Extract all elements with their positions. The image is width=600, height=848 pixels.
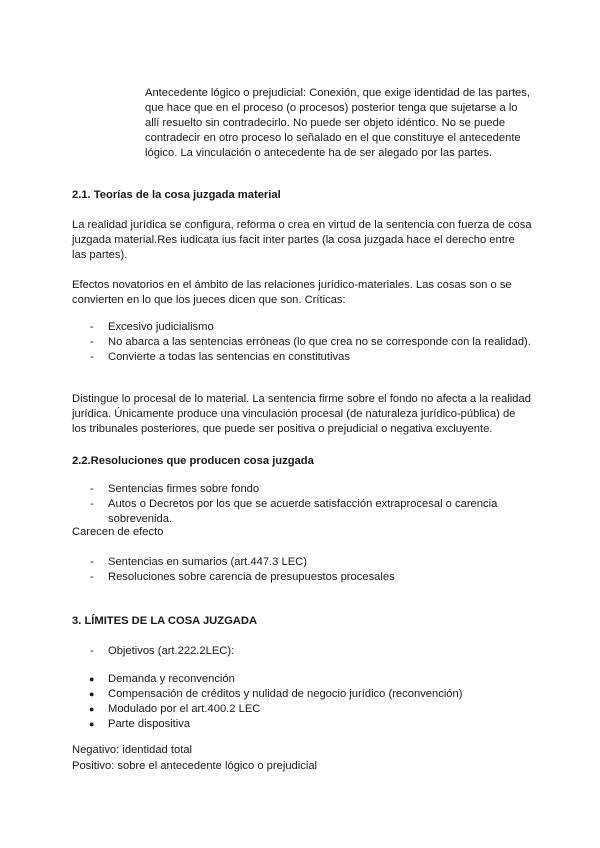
section-2-2-heading: 2.2.Resoluciones que producen cosa juzgada (72, 455, 314, 467)
section-2-1-para-2 (72, 278, 532, 308)
paragraph-text: Distingue lo procesal de lo material. La sentencia firme sobre el fondo no afecta a la realidad jurídica. Únicamente produce una vinculación procesal (de naturaleza jurídico-pública) de los tribunales posteriores, que puede ser positiva o prejudicial o negativa excluyente. (72, 393, 531, 435)
list-item (72, 687, 532, 702)
bullet-marker: ● (89, 689, 95, 699)
resoluciones-list (72, 482, 532, 527)
critics-list (72, 320, 532, 365)
dash-marker: - (90, 483, 94, 495)
section-2-1-para-3 (72, 392, 532, 437)
list-item (72, 672, 532, 687)
list-item-text: Parte dispositiva (108, 718, 191, 730)
dash-marker: - (90, 351, 94, 363)
list-item (72, 497, 532, 527)
paragraph-text: La realidad jurídica se configura, reforma o crea en virtud de la sentencia con fuerza de cosa juzgada material.Res iudicata ius facit inter partes (la cosa juzgada hace el derecho entre las partes). (72, 219, 532, 261)
list-item (72, 570, 532, 585)
positivo-line: Positivo: sobre el antecedente lógico o prejudicial (72, 760, 318, 772)
section-2-1-heading: 2.1. Teorías de la cosa juzgada material (72, 189, 281, 201)
list-item (72, 482, 532, 497)
dash-marker: - (90, 498, 94, 510)
list-item-text: Compensación de créditos y nulidad de negocio jurídico (reconvención) (108, 688, 463, 700)
list-item-text: Objetivos (art.222.2LEC): (108, 645, 235, 657)
list-item-text: Autos o Decretos por los que se acuerde satisfacción extraprocesal o carencia sobrevenida. (108, 498, 498, 525)
list-item (72, 644, 532, 659)
list-item (72, 717, 532, 732)
bullet-marker: ● (89, 704, 95, 714)
list-item-text: Resoluciones sobre carencia de presupuestos procesales (108, 571, 395, 583)
dash-marker: - (90, 571, 94, 583)
objetivos-list (72, 644, 532, 659)
dash-marker: - (90, 645, 94, 657)
dash-marker: - (90, 321, 94, 333)
paragraph-text: Efectos novatorios en el ámbito de las relaciones jurídico-materiales. Las cosas son o se convierten en lo que los jueces dicen que son. Críticas: (72, 279, 512, 306)
limites-bullet-list (72, 672, 532, 732)
carecen-label: Carecen de efecto (72, 526, 164, 538)
list-item-text: Convierte a todas las sentencias en constitutivas (108, 351, 350, 363)
section-2-1-para-1 (72, 218, 532, 263)
list-item (72, 350, 532, 365)
bullet-marker: ● (89, 719, 95, 729)
list-item-text: Modulado por el art.400.2 LEC (108, 703, 261, 715)
list-item-text: Excesivo judicialismo (108, 321, 214, 333)
bullet-marker: ● (89, 674, 95, 684)
dash-marker: - (90, 556, 94, 568)
list-item (72, 335, 532, 350)
dash-marker: - (90, 336, 94, 348)
negativo-line: Negativo: identidad total (72, 744, 193, 756)
carecen-list (72, 555, 532, 585)
list-item (72, 555, 532, 570)
list-item (72, 320, 532, 335)
list-item-text: No abarca a las sentencias erróneas (lo que crea no se corresponde con la realidad). (108, 336, 531, 348)
intro-text: Antecedente lógico o prejudicial: Conexión, que exige identidad de las partes, que hace que en el proceso (o procesos) posterior tenga que sujetarse a lo allí resuelto sin contradecirlo. No puede ser objeto idéntico. No se puede contradecir en otro proceso lo señalado en el que constituye el antecedente lógico. La vinculación o antecedente ha de ser alegado por las partes. (145, 87, 530, 159)
section-3-heading: 3. LÍMITES DE LA COSA JUZGADA (72, 615, 258, 627)
list-item-text: Sentencias firmes sobre fondo (108, 483, 260, 495)
intro-paragraph (145, 86, 530, 161)
list-item (72, 702, 532, 717)
list-item-text: Sentencias en sumarios (art.447.3 LEC) (108, 556, 307, 568)
list-item-text: Demanda y reconvención (108, 673, 235, 685)
